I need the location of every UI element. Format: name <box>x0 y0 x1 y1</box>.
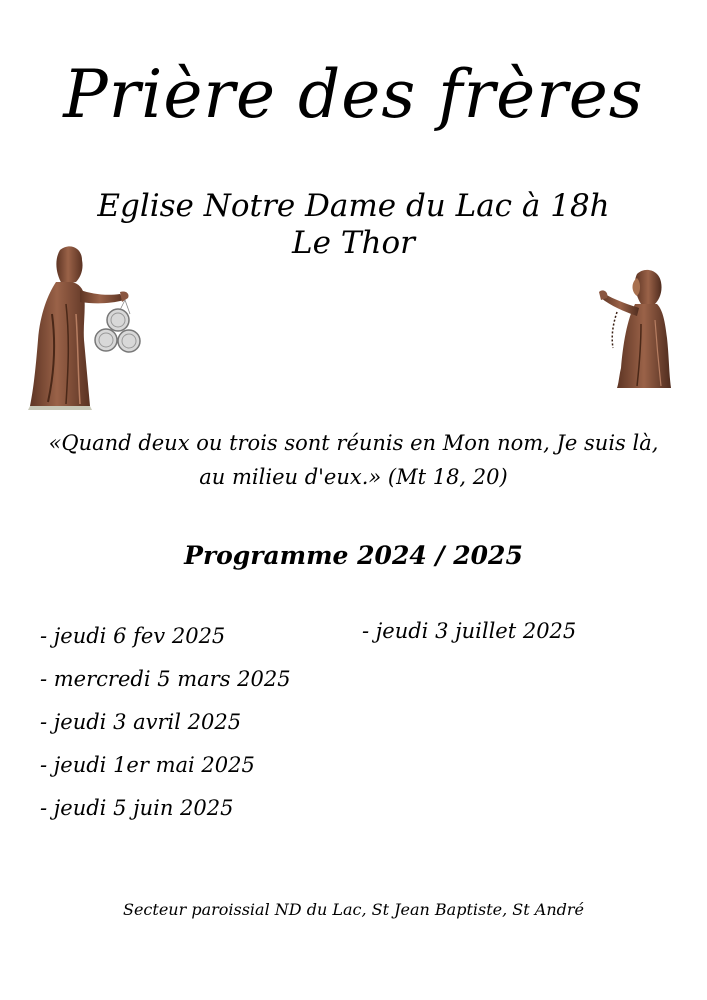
statue-mary-image <box>26 244 154 410</box>
date-item: - jeudi 6 fev 2025 <box>40 624 226 648</box>
parish-sector-footer: Secteur paroissial ND du Lac, St Jean Baptiste, St André <box>123 900 584 919</box>
location-line-church: Eglise Notre Dame du Lac à 18h <box>97 188 610 224</box>
statue-praying-image <box>597 264 673 388</box>
dates-list-left <box>40 624 291 839</box>
date-item: - jeudi 3 juillet 2025 <box>362 619 577 643</box>
scripture-quote <box>20 426 687 494</box>
page-title: Prière des frères <box>63 56 644 133</box>
quote-line-1: «Quand deux ou trois sont réunis en Mon nom, Je suis là, <box>48 431 659 455</box>
date-item: - mercredi 5 mars 2025 <box>40 667 291 691</box>
date-item: - jeudi 5 juin 2025 <box>40 796 234 820</box>
quote-line-2: au milieu d'eux.» (Mt 18, 20) <box>199 465 508 489</box>
location-line-town: Le Thor <box>292 225 415 261</box>
dates-list-right <box>362 619 576 662</box>
program-heading: Programme 2024 / 2025 <box>184 541 523 570</box>
date-item: - jeudi 3 avril 2025 <box>40 710 242 734</box>
date-item: - jeudi 1er mai 2025 <box>40 753 255 777</box>
